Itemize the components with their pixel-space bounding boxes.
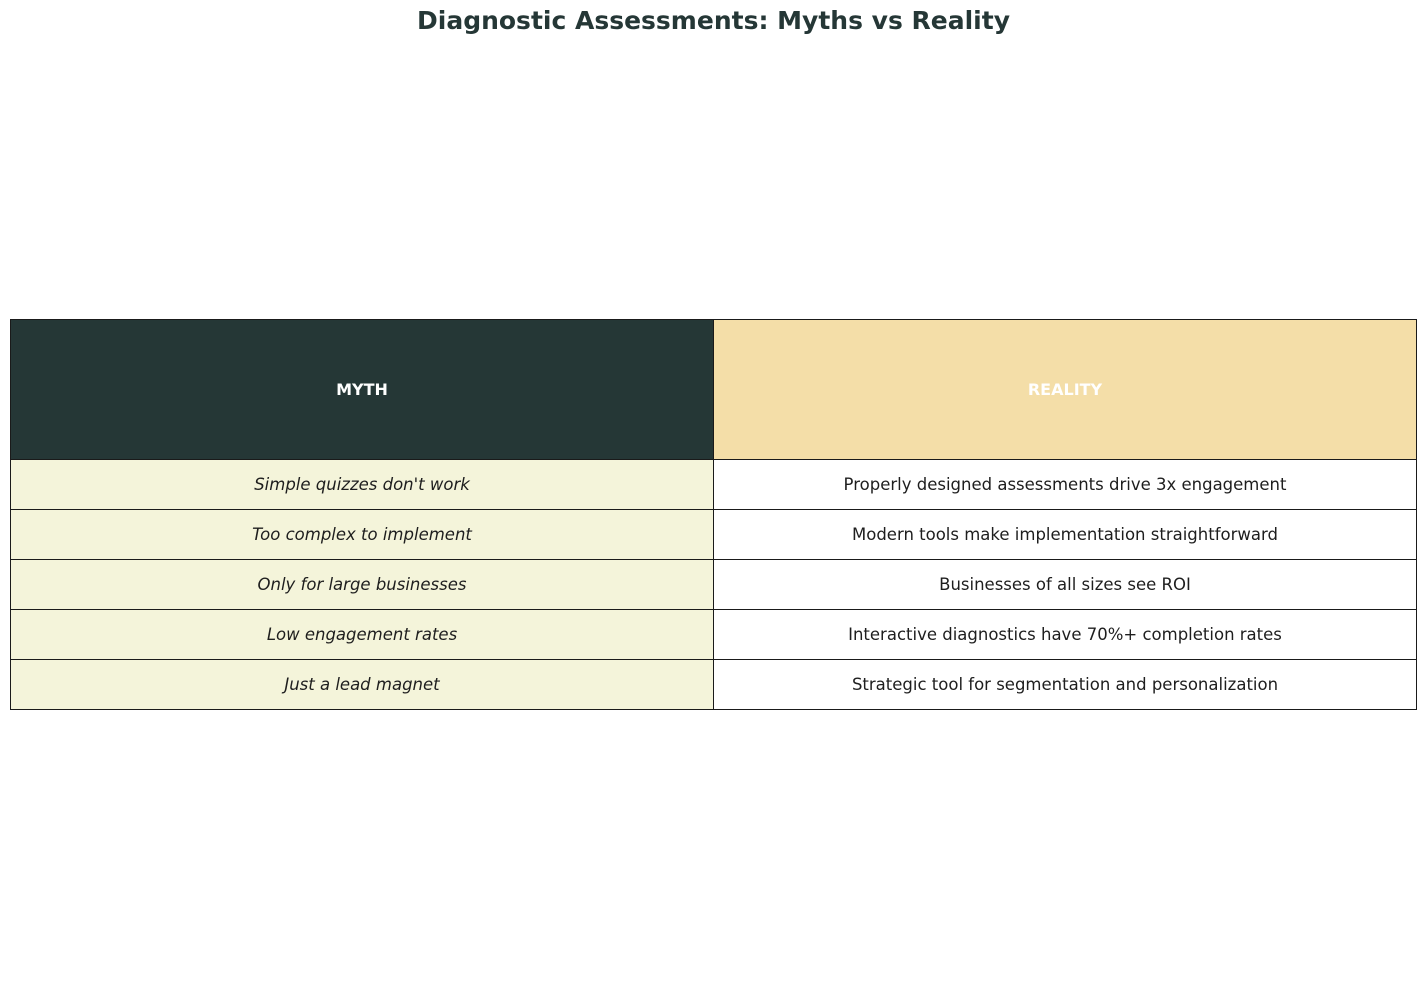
myth-cell: Just a lead magnet	[11, 660, 714, 710]
myth-reality-table	[10, 319, 1417, 710]
reality-cell: Properly designed assessments drive 3x engagement	[714, 460, 1417, 510]
table-row	[11, 610, 1417, 660]
reality-cell: Modern tools make implementation straightforward	[714, 510, 1417, 560]
reality-cell: Businesses of all sizes see ROI	[714, 560, 1417, 610]
myth-cell: Simple quizzes don't work	[11, 460, 714, 510]
table-row	[11, 560, 1417, 610]
table-row	[11, 460, 1417, 510]
table-header-row	[11, 320, 1417, 460]
myth-cell: Too complex to implement	[11, 510, 714, 560]
reality-cell: Strategic tool for segmentation and personalization	[714, 660, 1417, 710]
reality-column-header: REALITY	[714, 320, 1417, 460]
myth-cell: Only for large businesses	[11, 560, 714, 610]
myth-cell: Low engagement rates	[11, 610, 714, 660]
chart-title: Diagnostic Assessments: Myths vs Reality	[417, 6, 1010, 35]
table-row	[11, 510, 1417, 560]
reality-cell: Interactive diagnostics have 70%+ completion rates	[714, 610, 1417, 660]
myth-column-header: MYTH	[11, 320, 714, 460]
table-row	[11, 660, 1417, 710]
